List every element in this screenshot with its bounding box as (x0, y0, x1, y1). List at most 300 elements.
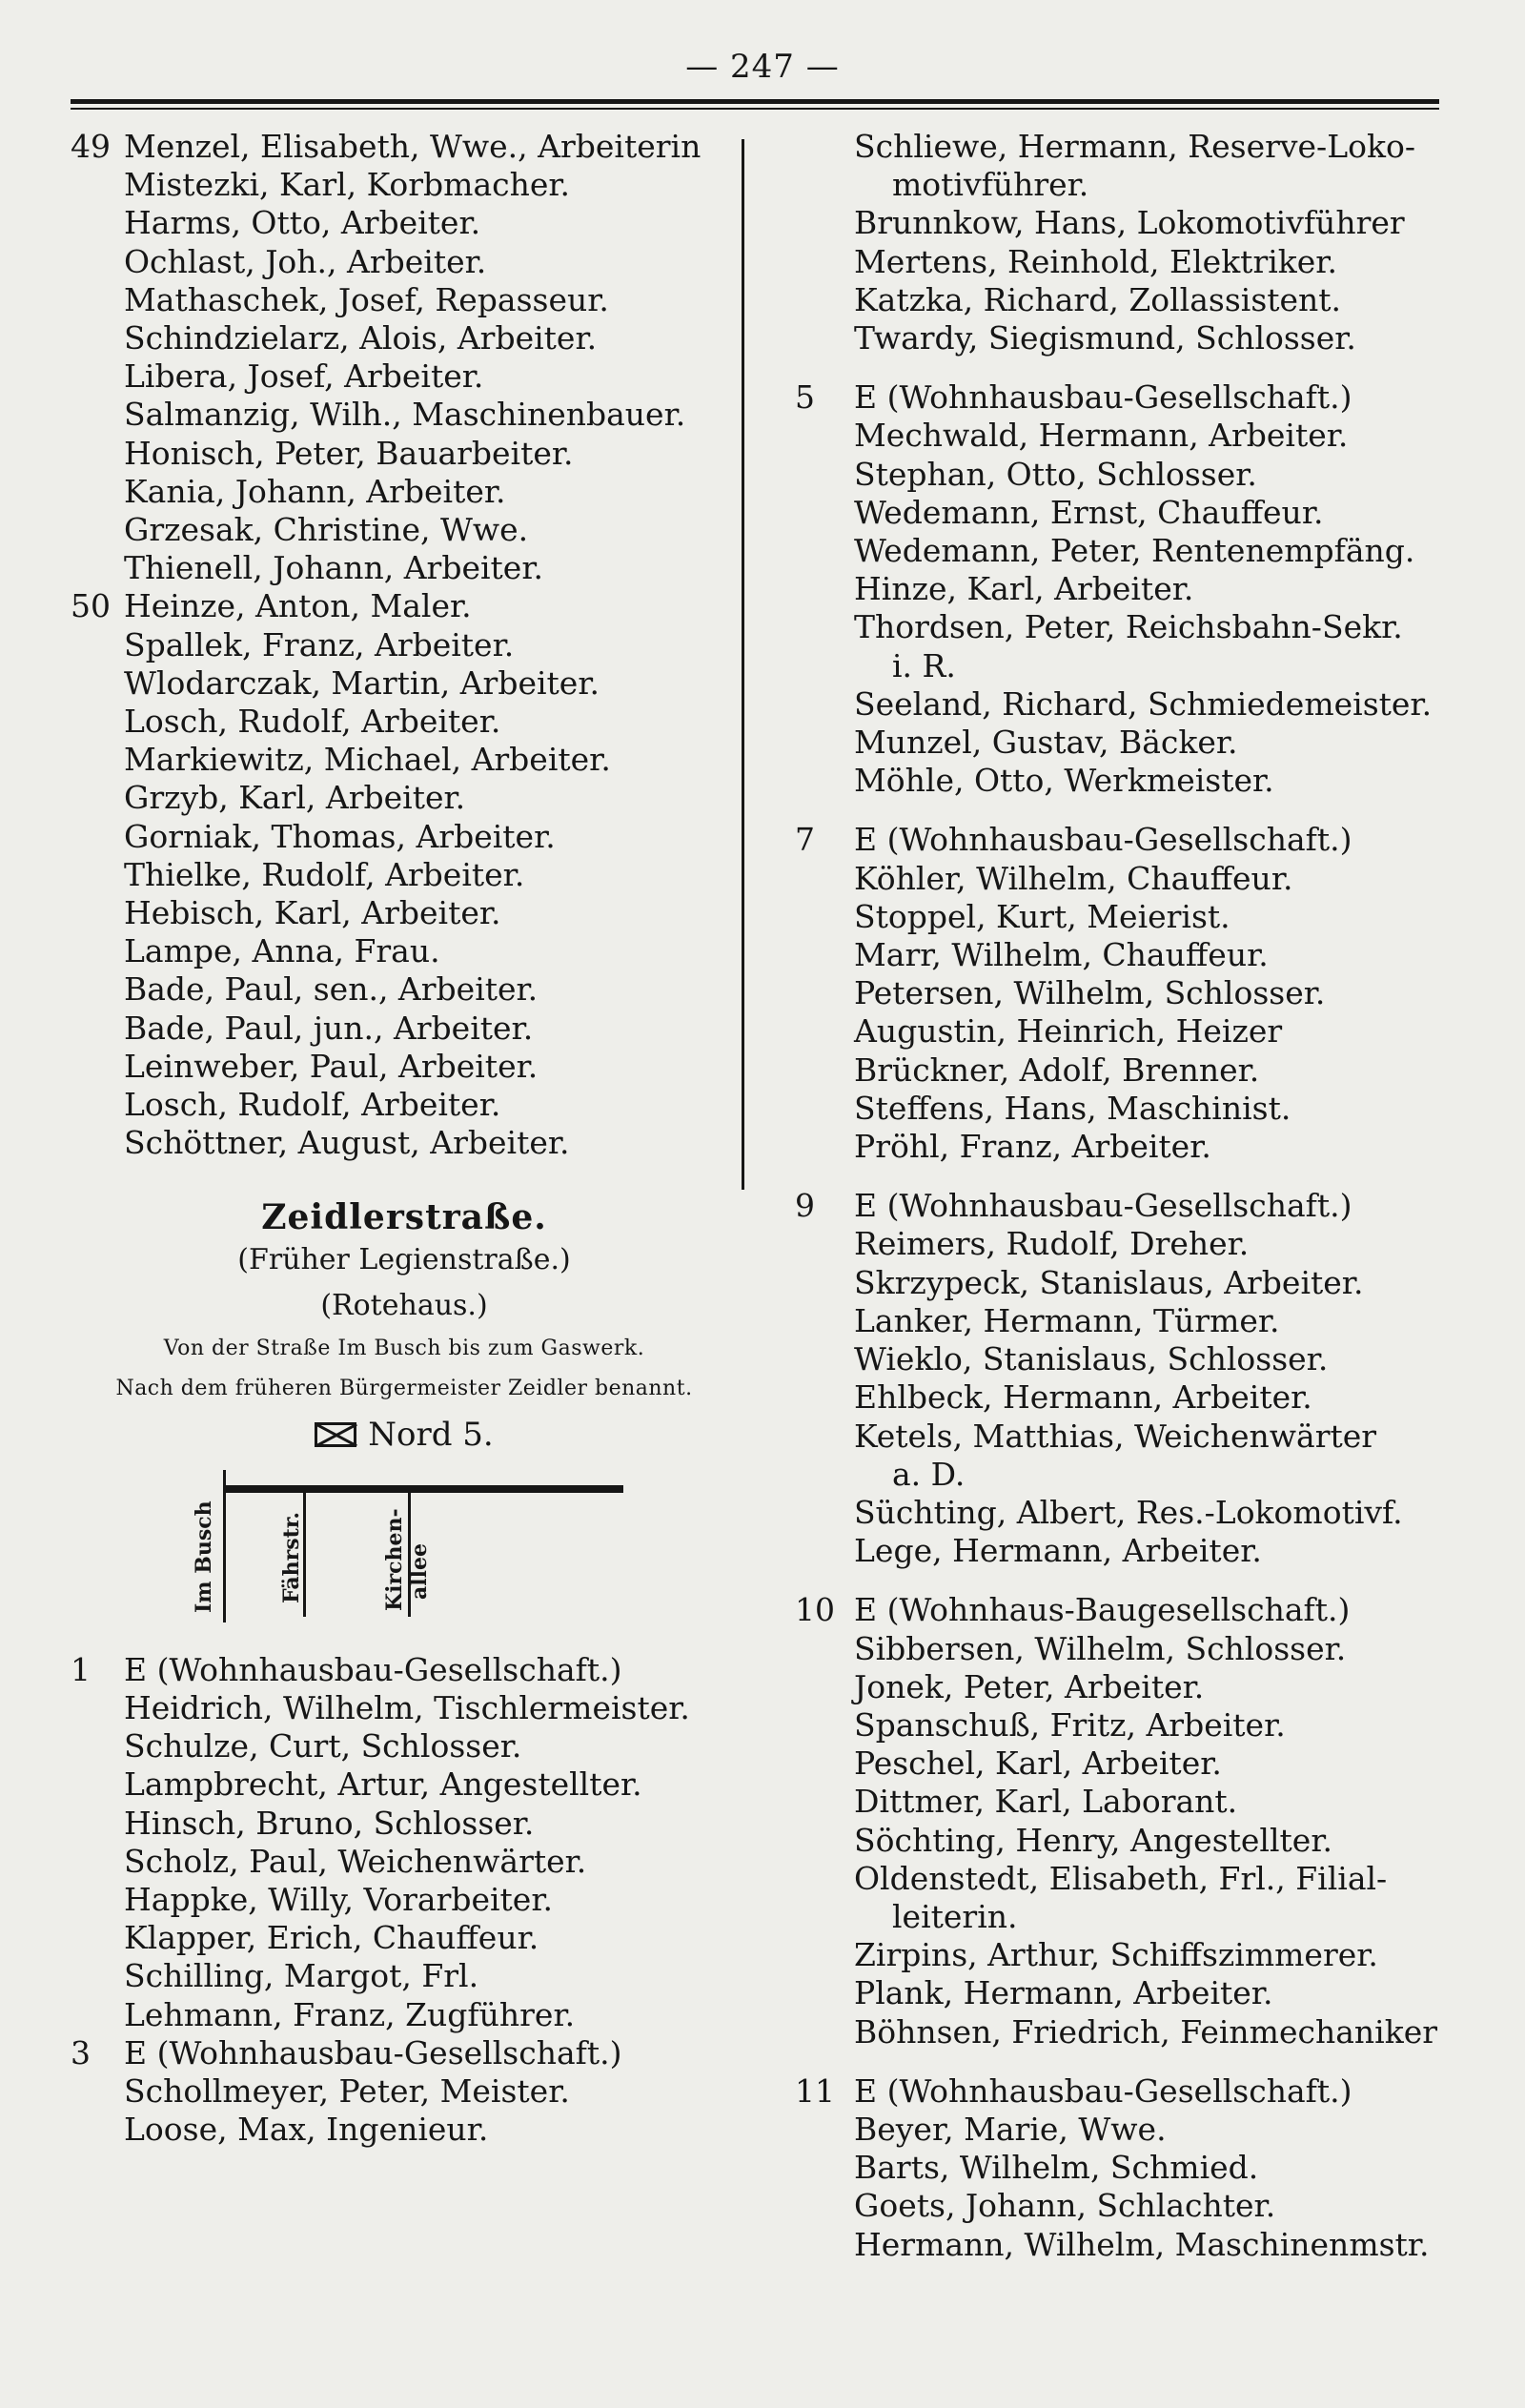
list-item (71, 1689, 738, 1727)
house-number (71, 932, 124, 970)
house-number (795, 128, 854, 166)
resident-entry: Salmanzig, Wilh., Maschinenbauer. (124, 396, 686, 434)
resident-entry: Hebisch, Karl, Arbeiter. (124, 894, 501, 932)
list-item (71, 281, 738, 319)
list-item (71, 894, 738, 932)
resident-entry: Thordsen, Peter, Reichsbahn-Sekr. (854, 608, 1403, 646)
postal-district (71, 1409, 738, 1460)
resident-entry: Heidrich, Wilhelm, Tischlermeister. (124, 1688, 690, 1726)
list-item (795, 685, 1481, 724)
list-item (795, 204, 1481, 242)
street-map (71, 1460, 738, 1651)
house-number (71, 511, 124, 549)
resident-entry: Losch, Rudolf, Arbeiter. (124, 1086, 501, 1124)
header-rule (71, 99, 1439, 104)
list-item (71, 396, 738, 434)
house-number (71, 779, 124, 817)
house-number (71, 1957, 124, 1995)
resident-entry: Wedemann, Ernst, Chauffeur. (854, 493, 1324, 531)
list-item (795, 1591, 1481, 1629)
resident-entry: Petersen, Wilhelm, Schlosser. (854, 974, 1326, 1012)
resident-entry: Ketels, Matthias, Weichenwärter (854, 1417, 1377, 1455)
resident-entry: Munzel, Gustav, Bäcker. (854, 724, 1238, 762)
list-item (71, 1765, 738, 1804)
resident-entry: Barts, Wilhelm, Schmied. (854, 2149, 1259, 2187)
resident-entry: Dittmer, Karl, Laborant. (854, 1783, 1238, 1821)
postal-district-label: Nord 5. (368, 1415, 494, 1454)
resident-entry: Skrzypeck, Stanislaus, Arbeiter. (854, 1263, 1364, 1301)
header-rule-thin (71, 108, 1439, 110)
resident-entry: Menzel, Elisabeth, Wwe., Arbeiterin (124, 128, 702, 165)
resident-entry: Schindzielarz, Alois, Arbeiter. (124, 319, 598, 357)
list-item (795, 1745, 1481, 1783)
list-item (795, 532, 1481, 570)
list-item (71, 932, 738, 970)
house-number (795, 1340, 854, 1378)
list-item (71, 2072, 738, 2111)
list-item (795, 1264, 1481, 1302)
house-number (71, 2111, 124, 2149)
page-number: — 247 — (685, 48, 840, 86)
map-label-im-busch: Im Busch (192, 1500, 216, 1613)
resident-entry: Zirpins, Arthur, Schiffszimmerer. (854, 1936, 1378, 1974)
house-number (795, 936, 854, 974)
resident-entry: Katzka, Richard, Zollassistent. (854, 280, 1342, 318)
house-number (71, 703, 124, 741)
resident-entry: Klapper, Erich, Chauffeur. (124, 1919, 539, 1957)
list-item (795, 860, 1481, 898)
resident-entry: Happke, Willy, Vorarbeiter. (124, 1880, 553, 1918)
resident-entry: Wedemann, Peter, Rentenempfäng. (854, 532, 1415, 570)
house-number (795, 1418, 854, 1456)
resident-entry: Losch, Rudolf, Arbeiter. (124, 703, 501, 741)
resident-entry: Lanker, Hermann, Türmer. (854, 1301, 1280, 1339)
house-number (71, 473, 124, 511)
house-number (795, 1378, 854, 1417)
resident-entry: Lampe, Anna, Frau. (124, 932, 440, 970)
house-number (795, 974, 854, 1012)
resident-entry: E (Wohnhausbau-Gesellschaft.) (854, 821, 1352, 859)
house-number (71, 664, 124, 703)
resident-entry: Schöttner, August, Arbeiter. (124, 1124, 570, 1162)
resident-entry: Wlodarczak, Martin, Arbeiter. (124, 663, 600, 702)
house-number (71, 549, 124, 587)
house-number (71, 1048, 124, 1086)
resident-entry: Thielke, Rudolf, Arbeiter. (124, 855, 525, 893)
list-item (71, 473, 738, 511)
list-item (795, 166, 1481, 204)
resident-entry: Ochlast, Joh., Arbeiter. (124, 242, 487, 280)
resident-entry: Grzesak, Christine, Wwe. (124, 511, 529, 549)
list-item (795, 319, 1481, 357)
list-item (795, 1860, 1481, 1898)
resident-entry: Gorniak, Thomas, Arbeiter. (124, 817, 556, 855)
resident-entry: Honisch, Peter, Bauarbeiter. (124, 434, 574, 472)
map-label-faehrstr: Fährstr. (279, 1511, 304, 1603)
resident-entry: Loose, Max, Ingenieur. (124, 2111, 489, 2149)
resident-entry: motivführer. (892, 166, 1089, 204)
list-item (795, 2149, 1481, 2187)
house-number (795, 417, 854, 455)
resident-entry: Jonek, Peter, Arbeiter. (854, 1667, 1205, 1705)
list-item (71, 1651, 738, 1689)
left-entries-bottom (71, 1651, 738, 2150)
list-item (71, 204, 738, 242)
list-item (71, 741, 738, 779)
house-number (795, 2226, 854, 2264)
house-number (795, 1128, 854, 1166)
street-route: Von der Straße Im Busch bis zum Gaswerk. (163, 1336, 645, 1360)
list-item (795, 1340, 1481, 1378)
resident-entry: Hinze, Karl, Arbeiter. (854, 570, 1194, 608)
list-item (71, 664, 738, 703)
street-header (71, 1198, 738, 1459)
house-number (71, 2072, 124, 2111)
resident-entry: Markiewitz, Michael, Arbeiter. (124, 741, 611, 779)
house-number (71, 1843, 124, 1881)
resident-entry: Marr, Wilhelm, Chauffeur. (854, 936, 1269, 974)
house-number (71, 1996, 124, 2034)
house-number (795, 1456, 854, 1494)
list-item (795, 378, 1481, 417)
list-item (795, 1668, 1481, 1706)
resident-entry: Augustin, Heinrich, Heizer (854, 1012, 1283, 1051)
house-number: 1 (71, 1650, 91, 1688)
list-item (71, 1996, 738, 2034)
column-divider (742, 139, 744, 1190)
house-number (71, 1086, 124, 1124)
list-item (71, 2034, 738, 2072)
house-number: 5 (795, 378, 815, 417)
house-number (795, 1264, 854, 1302)
house-number (795, 319, 854, 357)
list-item (795, 1898, 1481, 1936)
resident-entry: Mathaschek, Josef, Repasseur. (124, 280, 609, 318)
group-gap (795, 1570, 1481, 1591)
resident-entry: Spallek, Franz, Arbeiter. (124, 625, 515, 663)
resident-entry: Pröhl, Franz, Arbeiter. (854, 1128, 1211, 1166)
list-item (71, 626, 738, 664)
list-item (795, 1783, 1481, 1821)
list-item (795, 281, 1481, 319)
house-number: 9 (795, 1187, 815, 1225)
list-item (71, 511, 738, 549)
resident-entry: Köhler, Wilhelm, Chauffeur. (854, 859, 1293, 897)
resident-entry: Hinsch, Bruno, Schlosser. (124, 1804, 535, 1842)
house-number (795, 1706, 854, 1745)
resident-entry: Schulze, Curt, Schlosser. (124, 1727, 522, 1765)
group-gap (795, 357, 1481, 378)
street-named-after: Nach dem früheren Bürgermeister Zeidler benannt. (115, 1376, 693, 1400)
house-number (71, 1805, 124, 1843)
list-item (795, 1706, 1481, 1745)
resident-entry: Schollmeyer, Peter, Meister. (124, 2071, 570, 2110)
left-column (71, 128, 738, 2149)
house-number (71, 856, 124, 894)
list-item (71, 1843, 738, 1881)
house-number (71, 741, 124, 779)
list-item (795, 608, 1481, 646)
house-number (71, 1919, 124, 1957)
house-number (795, 2149, 854, 2187)
house-number (71, 357, 124, 396)
list-item (795, 494, 1481, 532)
house-number (795, 1822, 854, 1860)
list-item (71, 128, 738, 166)
resident-entry: Grzyb, Karl, Arbeiter. (124, 779, 466, 817)
list-item (71, 779, 738, 817)
resident-entry: Ehlbeck, Hermann, Arbeiter. (854, 1378, 1312, 1417)
house-number (795, 1051, 854, 1090)
house-number: 10 (795, 1591, 835, 1629)
list-item (71, 1124, 738, 1162)
street-district: (Rotehaus.) (320, 1288, 488, 1322)
list-item (795, 1187, 1481, 1225)
house-number (71, 1765, 124, 1804)
house-number (795, 1898, 854, 1936)
house-number (71, 894, 124, 932)
list-item (795, 2226, 1481, 2264)
list-item (795, 1128, 1481, 1166)
house-number (71, 970, 124, 1009)
group-gap (795, 1166, 1481, 1187)
house-number (795, 685, 854, 724)
envelope-icon (315, 1422, 356, 1447)
list-item (795, 1936, 1481, 1974)
list-item (795, 2111, 1481, 2149)
resident-entry: Brückner, Adolf, Brenner. (854, 1051, 1260, 1089)
house-number: 11 (795, 2071, 835, 2110)
group-gap (795, 800, 1481, 821)
house-number (795, 1302, 854, 1340)
list-item (795, 1418, 1481, 1456)
resident-entry: a. D. (892, 1455, 966, 1493)
house-number (795, 724, 854, 762)
resident-entry: Schliewe, Hermann, Reserve-Loko- (854, 128, 1416, 165)
house-number (795, 2013, 854, 2051)
list-item (795, 974, 1481, 1012)
list-item (71, 1086, 738, 1124)
resident-entry: i. R. (892, 646, 956, 684)
house-number (71, 435, 124, 473)
house-number (795, 898, 854, 936)
resident-entry: Beyer, Marie, Wwe. (854, 2110, 1167, 2148)
house-number (795, 1012, 854, 1051)
right-entries (795, 128, 1481, 2264)
resident-entry: E (Wohnhausbau-Gesellschaft.) (854, 1187, 1352, 1225)
house-number (795, 1668, 854, 1706)
list-item (71, 2111, 738, 2149)
resident-entry: Möhle, Otto, Werkmeister. (854, 762, 1274, 800)
house-number (71, 1727, 124, 1765)
house-number (795, 2111, 854, 2149)
house-number (795, 1974, 854, 2012)
house-number: 49 (71, 128, 111, 165)
resident-entry: Söchting, Henry, Angestellter. (854, 1821, 1332, 1859)
house-number (71, 626, 124, 664)
resident-entry: Plank, Hermann, Arbeiter. (854, 1974, 1273, 2012)
resident-entry: Goets, Johann, Schlachter. (854, 2187, 1276, 2225)
list-item (795, 456, 1481, 494)
map-label-allee: allee (407, 1542, 432, 1600)
list-item (795, 417, 1481, 455)
list-item (795, 2187, 1481, 2225)
resident-entry: Oldenstedt, Elisabeth, Frl., Filial- (854, 1859, 1388, 1897)
list-item (795, 2013, 1481, 2051)
list-item (71, 1881, 738, 1919)
resident-entry: Bade, Paul, jun., Arbeiter. (124, 1009, 534, 1047)
house-number (795, 762, 854, 800)
resident-entry: Süchting, Albert, Res.-Lokomotivf. (854, 1493, 1403, 1531)
house-number (795, 1860, 854, 1898)
list-item (795, 1974, 1481, 2012)
house-number (795, 1936, 854, 1974)
resident-entry: Harms, Otto, Arbeiter. (124, 204, 481, 242)
house-number (795, 494, 854, 532)
list-item (795, 724, 1481, 762)
resident-entry: Twardy, Siegismund, Schlosser. (854, 319, 1356, 357)
list-item (795, 570, 1481, 608)
house-number (71, 1010, 124, 1048)
resident-entry: leiterin. (892, 1897, 1018, 1935)
resident-entry: Stoppel, Kurt, Meierist. (854, 897, 1230, 935)
resident-entry: Spanschuß, Fritz, Arbeiter. (854, 1705, 1286, 1744)
house-number (71, 281, 124, 319)
list-item (71, 1010, 738, 1048)
resident-entry: Lehmann, Franz, Zugführer. (124, 1995, 576, 2033)
house-number (71, 1689, 124, 1727)
map-street-line (223, 1485, 623, 1493)
house-number: 50 (71, 587, 111, 625)
list-item (795, 2072, 1481, 2111)
list-item (71, 166, 738, 204)
list-item (71, 1805, 738, 1843)
list-item (71, 1048, 738, 1086)
list-item (795, 1051, 1481, 1090)
list-item (71, 435, 738, 473)
list-item (71, 587, 738, 625)
left-entries-top (71, 128, 738, 1162)
street-title: Zeidlerstraße. (261, 1197, 547, 1238)
resident-entry: E (Wohnhausbau-Gesellschaft.) (124, 2033, 622, 2071)
resident-entry: Kania, Johann, Arbeiter. (124, 472, 506, 510)
house-number: 7 (795, 821, 815, 859)
house-number (71, 1881, 124, 1919)
list-item (71, 243, 738, 281)
list-item (795, 821, 1481, 859)
house-number (795, 2187, 854, 2225)
house-number (795, 456, 854, 494)
list-item (795, 1012, 1481, 1051)
right-column (795, 128, 1481, 2264)
house-number: 3 (71, 2033, 91, 2071)
list-item (71, 319, 738, 357)
house-number (71, 818, 124, 856)
resident-entry: Heinze, Anton, Maler. (124, 587, 472, 625)
resident-entry: Schilling, Margot, Frl. (124, 1957, 479, 1995)
house-number (71, 1124, 124, 1162)
house-number (795, 532, 854, 570)
resident-entry: Böhnsen, Friedrich, Feinmechaniker (854, 2012, 1438, 2051)
house-number (795, 1532, 854, 1570)
house-number (795, 166, 854, 204)
resident-entry: Hermann, Wilhelm, Maschinenmstr. (854, 2225, 1430, 2263)
list-item (71, 1919, 738, 1957)
list-item (795, 647, 1481, 685)
list-item (795, 128, 1481, 166)
house-number (795, 204, 854, 242)
list-item (795, 762, 1481, 800)
list-item (795, 1822, 1481, 1860)
resident-entry: Sibbersen, Wilhelm, Schlosser. (854, 1629, 1347, 1667)
list-item (71, 818, 738, 856)
resident-entry: Seeland, Richard, Schmiedemeister. (854, 684, 1433, 723)
resident-entry: Reimers, Rudolf, Dreher. (854, 1225, 1250, 1263)
list-item (795, 1456, 1481, 1494)
resident-entry: Stephan, Otto, Schlosser. (854, 455, 1257, 493)
resident-entry: Lampbrecht, Artur, Angestellter. (124, 1765, 642, 1804)
house-number (795, 1225, 854, 1263)
house-number (795, 1090, 854, 1128)
resident-entry: Mertens, Reinhold, Elektriker. (854, 242, 1337, 280)
house-number (795, 570, 854, 608)
house-number (71, 204, 124, 242)
house-number (795, 1630, 854, 1668)
street-former-name: (Früher Legienstraße.) (237, 1242, 571, 1276)
resident-entry: Peschel, Karl, Arbeiter. (854, 1745, 1222, 1783)
resident-entry: E (Wohnhausbau-Gesellschaft.) (124, 1650, 622, 1688)
list-item (795, 1532, 1481, 1570)
house-number (795, 1783, 854, 1821)
resident-entry: Wieklo, Stanislaus, Schlosser. (854, 1340, 1329, 1378)
house-number (795, 1745, 854, 1783)
list-item (795, 898, 1481, 936)
house-number (795, 281, 854, 319)
list-item (71, 549, 738, 587)
list-item (71, 856, 738, 894)
list-item (71, 357, 738, 396)
list-item (795, 1302, 1481, 1340)
list-item (795, 1378, 1481, 1417)
house-number (71, 396, 124, 434)
resident-entry: Scholz, Paul, Weichenwärter. (124, 1842, 587, 1880)
list-item (795, 1494, 1481, 1532)
house-number (795, 243, 854, 281)
resident-entry: Thienell, Johann, Arbeiter. (124, 549, 543, 587)
resident-entry: Bade, Paul, sen., Arbeiter. (124, 970, 539, 1009)
list-item (795, 1090, 1481, 1128)
resident-entry: E (Wohnhausbau-Gesellschaft.) (854, 2071, 1352, 2110)
list-item (71, 703, 738, 741)
resident-entry: Libera, Josef, Arbeiter. (124, 357, 484, 396)
map-label-kirchen: Kirchen- (382, 1508, 407, 1611)
resident-entry: Mistezki, Karl, Korbmacher. (124, 166, 571, 204)
house-number (795, 860, 854, 898)
list-item (795, 243, 1481, 281)
resident-entry: Mechwald, Hermann, Arbeiter. (854, 417, 1349, 455)
house-number (71, 166, 124, 204)
resident-entry: E (Wohnhaus-Baugesellschaft.) (854, 1591, 1351, 1629)
list-item (71, 970, 738, 1009)
house-number (795, 647, 854, 685)
resident-entry: Steffens, Hans, Maschinist. (854, 1089, 1291, 1127)
map-vertical-line (223, 1470, 226, 1622)
resident-entry: Lege, Hermann, Arbeiter. (854, 1532, 1262, 1570)
group-gap (795, 2051, 1481, 2072)
list-item (71, 1727, 738, 1765)
list-item (795, 936, 1481, 974)
list-item (795, 1630, 1481, 1668)
